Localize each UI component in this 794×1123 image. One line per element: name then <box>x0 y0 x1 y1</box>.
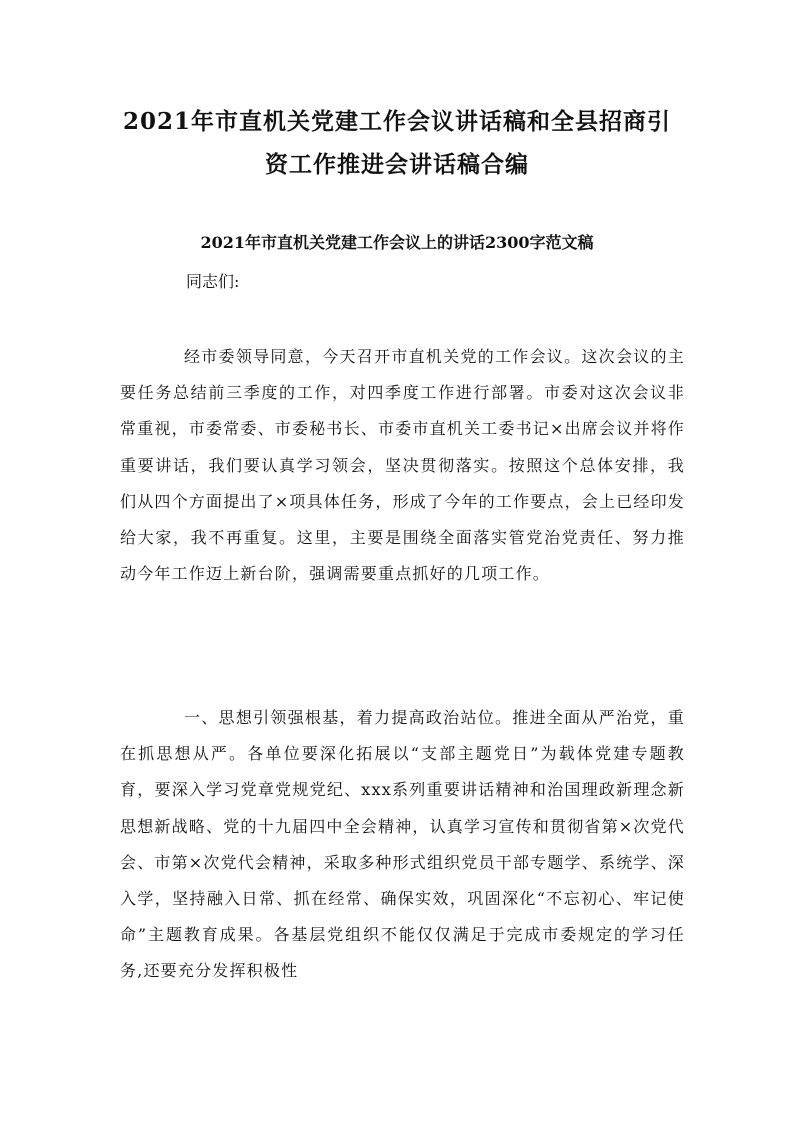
body-paragraph-1: 经市委领导同意，今天召开市直机关党的工作会议。这次会议的主要任务总结前三季度的工作，对四季度工作进行部署。市委对这次会议非常重视，市委常委、市委秘书长、市委市直机关工委书记×出席会议并将作重要讲话，我们要认真学习领会，坚决贯彻落实。按照这个总体安排，我们从四个方面提出了×项具体任务，形成了今年的工作要点，会上已经印发给大家，我不再重复。这里，主要是围绕全面落实管党治党责任、努力推动今年工作迈上新台阶，强调需要重点抓好的几项工作。 <box>120 347 686 584</box>
document-title-line-2: 资工作推进会讲话稿合编 <box>265 151 529 178</box>
section-subtitle: 2021年市直机关党建工作会议上的讲话2300字范文稿 <box>200 233 594 252</box>
body-paragraph-2: 一、思想引领强根基，着力提高政治站位。推进全面从严治党，重在抓思想从严。各单位要深化拓展以“支部主题党日”为载体党建专题教育，要深入学习党章党规党纪、xxx系列重要讲话精神和治国理政新理念新思想新战略、党的十九届四中全会精神，认真学习宣传和贯彻省第×次党代会、市第×次党代会精神，采取多种形式组织党员干部专题学、系统学、深入学，坚持融入日常、抓在经常、确保实效，巩固深化“不忘初心、牢记使命”主题教育成果。各基层党组织不能仅仅满足于完成市委规定的学习任务,还要充分发挥积极性 <box>120 708 686 981</box>
salutation: 同志们: <box>186 272 240 291</box>
document-title-line-1: 2021年市直机关党建工作会议讲话稿和全县招商引 <box>122 108 671 135</box>
